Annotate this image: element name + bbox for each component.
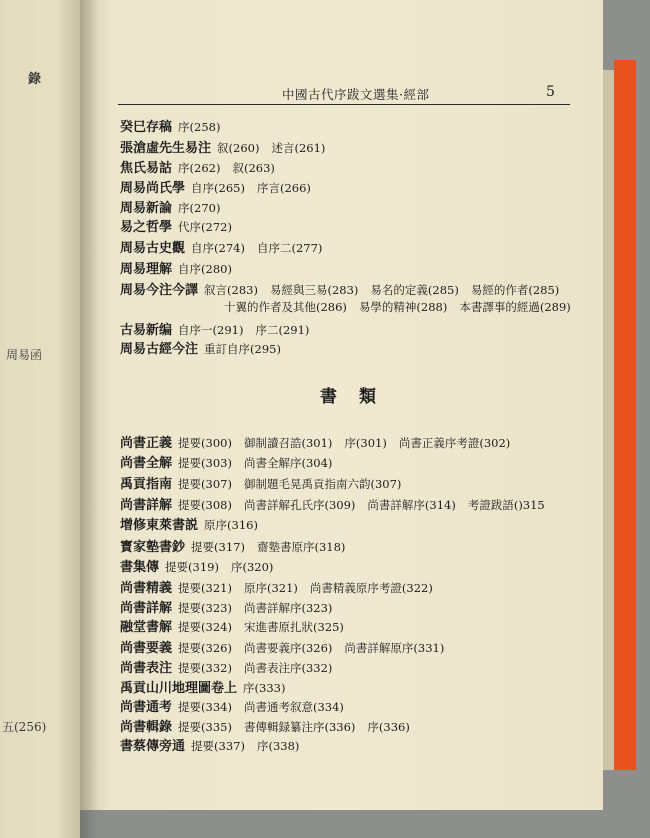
- toc-entry: [120, 696, 356, 715]
- entry-ref: 序(301): [344, 436, 387, 450]
- entry-title: 古易新编: [120, 323, 173, 338]
- entry-ref: 尚書詳解序(314): [367, 498, 456, 512]
- entry-ref: 易經的作者(285): [470, 283, 560, 297]
- toc-entry: [120, 338, 293, 357]
- toc-entry: [120, 677, 297, 696]
- entry-ref: 尚書表注序(332): [243, 661, 333, 675]
- toc-entry: [120, 319, 321, 338]
- entry-ref: 提要(307): [178, 477, 232, 491]
- entry-ref: 序(262): [178, 161, 221, 175]
- entry-ref: 提要(334): [178, 700, 232, 714]
- entry-ref: 提要(308): [178, 498, 232, 512]
- entry-title: 周易古史觀: [120, 241, 186, 256]
- entry-ref: 序(336): [367, 720, 410, 734]
- entry-ref: 叙(260): [217, 141, 260, 155]
- entry-title: 尚書詳解: [120, 498, 173, 513]
- entry-ref: 十翼的作者及其他(286): [224, 300, 347, 314]
- entry-ref: 原序(316): [204, 518, 258, 532]
- left-page-line: 周易函: [6, 348, 43, 362]
- entry-ref: 自序一(291): [178, 323, 244, 337]
- entry-ref: 尚書全解序(304): [243, 456, 333, 470]
- entry-title: 易之哲學: [120, 220, 173, 235]
- entry-ref: 尚書正義序考證(302): [398, 436, 511, 450]
- left-page-line: 五(256): [2, 720, 47, 734]
- entry-ref: 宋進書原扎狀(325): [243, 620, 344, 634]
- entry-title: 周易尚氏學: [120, 181, 186, 196]
- entry-title: 書蔡傳旁通: [120, 739, 186, 754]
- page-number: 5: [546, 84, 555, 100]
- toc-entry: [120, 556, 285, 575]
- entry-title: 禹貢指南: [120, 477, 173, 492]
- header-rule: [118, 104, 570, 105]
- entry-ref: 提要(317): [191, 540, 245, 554]
- toc-entry: [120, 473, 413, 492]
- toc-entry: [120, 514, 270, 533]
- entry-ref: 書傳輯録纂注序(336): [243, 720, 356, 734]
- entry-ref: 御制題毛晃禹貢指南六韵(307): [243, 477, 402, 491]
- entry-ref: 尚書要義序(326): [243, 641, 333, 655]
- entry-ref: 易經與三易(283): [269, 283, 359, 297]
- entry-ref: 原序(321): [243, 581, 298, 595]
- entry-title: 尚書正義: [120, 436, 173, 451]
- entry-ref: 齋塾書原序(318): [256, 540, 346, 554]
- entry-title: 周易新論: [120, 201, 173, 216]
- entry-title: 尚書精義: [120, 581, 173, 596]
- entry-ref: 提要(335): [178, 720, 232, 734]
- entry-ref: 重訂自序(295): [204, 342, 281, 356]
- entry-title: 寳家塾書鈔: [120, 540, 186, 555]
- toc-entry: [120, 577, 445, 596]
- toc-entry: [120, 637, 456, 656]
- entry-ref: 序(338): [256, 739, 300, 753]
- toc-entry: [120, 716, 422, 735]
- entry-ref: 易名的定義(285): [370, 283, 459, 297]
- entry-ref: 序(320): [230, 560, 274, 574]
- left-page-header: 錄: [28, 72, 42, 87]
- entry-ref: 自序(274): [191, 241, 245, 255]
- entry-ref: 代序(272): [178, 220, 232, 234]
- entry-ref: 提要(323): [178, 601, 232, 615]
- entry-title: 尚書要義: [120, 641, 173, 656]
- entry-title: 尚書詳解: [120, 601, 173, 616]
- toc-entry: [120, 197, 232, 216]
- entry-ref: 提要(300): [178, 436, 232, 450]
- entry-ref: 述言(261): [271, 141, 326, 155]
- entry-ref: 提要(303): [178, 456, 232, 470]
- toc-entry: [120, 735, 311, 754]
- entry-ref: 序(258): [178, 120, 221, 134]
- entry-ref: 自序(265): [191, 181, 245, 195]
- entry-ref: 提要(337): [191, 739, 245, 753]
- toc-entry: [120, 657, 344, 676]
- entry-title: 尚書表注: [120, 661, 173, 676]
- left-page: [0, 0, 80, 838]
- entry-ref: 提要(326): [178, 641, 232, 655]
- running-header: 中國古代序跋文選集·經部: [282, 87, 430, 102]
- entry-ref: 叙言(283): [204, 283, 258, 297]
- toc-entry: [120, 452, 344, 471]
- toc-entry: [120, 258, 244, 277]
- toc-entry: [120, 597, 344, 616]
- toc-entry: [120, 279, 571, 298]
- entry-ref: 尚書詳解孔氏序(309): [243, 498, 356, 512]
- toc-entry: [120, 137, 337, 156]
- entry-ref: 自序(280): [178, 262, 232, 276]
- entry-title: 焦氏易詁: [120, 161, 173, 176]
- book-cover-edge: [614, 60, 636, 770]
- entry-title: 癸巳存稿: [120, 120, 173, 135]
- entry-ref: 易學的精神(288): [358, 300, 448, 314]
- entry-ref: 尚書詳解序(323): [243, 601, 333, 615]
- entry-ref: 尚書精義原序考證(322): [309, 581, 433, 595]
- entry-ref: 本書譯事的經過(289): [459, 300, 571, 314]
- entry-title: 尚書通考: [120, 700, 173, 715]
- toc-entry: [120, 432, 522, 451]
- toc-entry: [120, 494, 557, 513]
- entry-title: 張滄虛先生易注: [120, 141, 212, 156]
- entry-ref: 自序二(277): [256, 241, 323, 255]
- section-title: 書類: [320, 387, 398, 407]
- entry-ref: 序(333): [243, 681, 286, 695]
- entry-ref: 提要(332): [178, 661, 232, 675]
- toc-entry: [120, 157, 287, 176]
- toc-entry: [120, 237, 334, 256]
- entry-title: 周易理解: [120, 262, 173, 277]
- toc-entry: [120, 536, 357, 555]
- entry-ref: 提要(321): [178, 581, 232, 595]
- entry-title: 書集傳: [120, 560, 160, 575]
- toc-entry: [120, 216, 244, 235]
- entry-ref: 提要(319): [165, 560, 219, 574]
- entry-title: 周易今注今譯: [120, 283, 199, 298]
- toc-entry: [120, 177, 323, 196]
- entry-ref: 考證跋語()315: [467, 498, 545, 512]
- toc-entry: [224, 299, 583, 315]
- entry-ref: 尚書詳解原序(331): [344, 641, 445, 655]
- entry-ref: 序二(291): [255, 323, 310, 337]
- toc-entry: [120, 116, 232, 135]
- entry-title: 增修東萊書説: [120, 518, 199, 533]
- entry-title: 周易古經今注: [120, 342, 199, 357]
- entry-title: 禹貢山川地理圖卷上: [120, 681, 238, 696]
- entry-title: 尚書輯錄: [120, 720, 173, 735]
- entry-ref: 尚書通考叙意(334): [243, 700, 344, 714]
- toc-entry: [120, 616, 356, 635]
- entry-ref: 提要(324): [178, 620, 232, 634]
- entry-title: 尚書全解: [120, 456, 173, 471]
- entry-ref: 序(270): [178, 201, 221, 215]
- entry-ref: 御制讀召誥(301): [243, 436, 333, 450]
- entry-title: 融堂書解: [120, 620, 173, 635]
- entry-ref: 叙(263): [232, 161, 275, 175]
- gutter-shadow: [80, 0, 98, 838]
- entry-ref: 序言(266): [256, 181, 311, 195]
